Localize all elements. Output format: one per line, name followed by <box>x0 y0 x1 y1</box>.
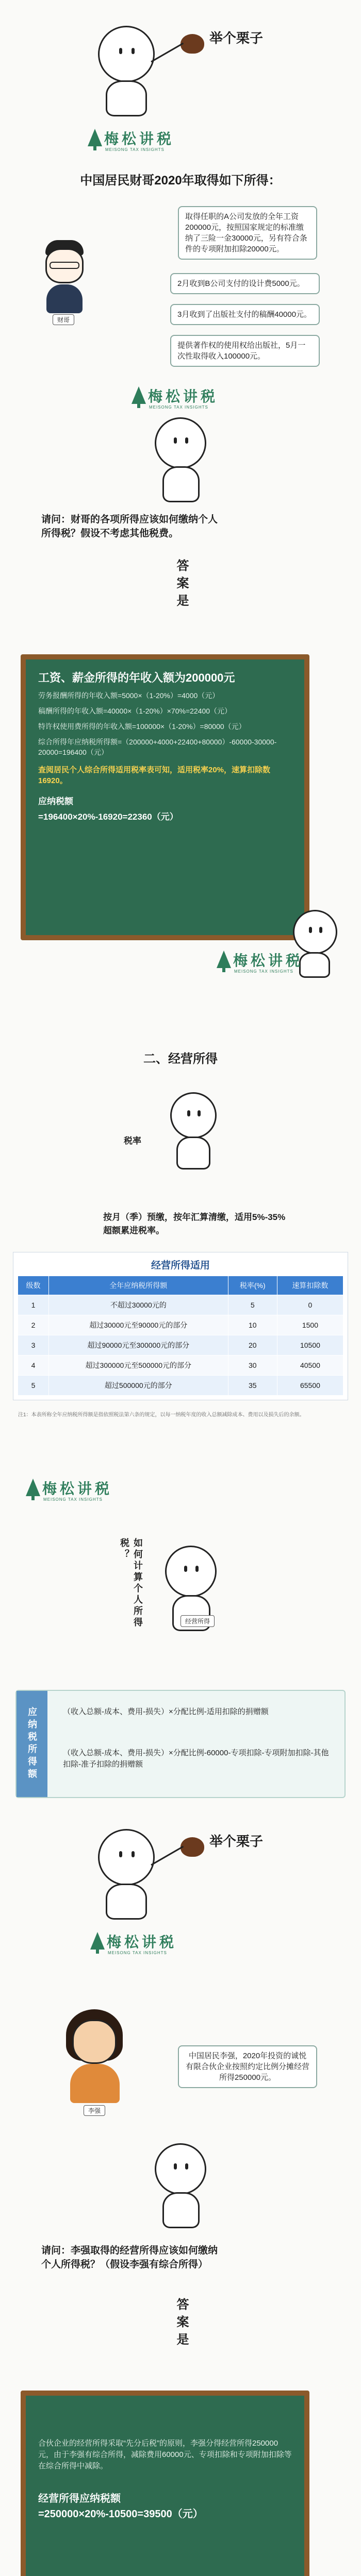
rate-table-note: 注1：本表所称全年应纳税所得额是指依照税法第六条的规定，以每一纳税年度的收入总额减除成本、费用以及损失后的余额。 <box>18 1412 305 1418</box>
cell: 超过30000元至90000元的部分 <box>48 1315 228 1335</box>
business-income-tag: 经营所得 <box>180 1615 215 1627</box>
col-header: 级数 <box>18 1276 49 1295</box>
thinking-figure-2 <box>144 2138 227 2236</box>
intro-figure <box>77 15 284 124</box>
answer-label-2: 答案是 <box>174 2298 188 2350</box>
liqiang-avatar <box>57 2004 134 2117</box>
tree-icon <box>88 129 102 146</box>
brand-logo <box>88 129 175 152</box>
board2-tax-label: 经营所得应纳税额 <box>38 2493 121 2504</box>
raised-arm <box>151 43 185 66</box>
cell: 2 <box>18 1315 49 1335</box>
cell: 4 <box>18 1355 49 1376</box>
formula-2: （收入总额-成本、费用-损失）×分配比例-60000-专项扣除-专项附加扣除-其他扣除-准予扣除的捐赠额 <box>63 1749 329 1769</box>
question-2: 请问：李强取得的经营所得应该如何缴纳个人所得税？（假设李强有综合所得） <box>41 2245 218 2270</box>
section2-title: 二、经营所得 <box>143 1052 218 1066</box>
cell: 0 <box>277 1295 343 1315</box>
table-row <box>18 1335 343 1355</box>
cell: 不超过30000元的 <box>48 1295 228 1315</box>
brand-logo: 梅松讲税 MEISONG TAX INSIGHTS <box>132 386 218 404</box>
board1-line-3: 特许权使用费所得的年收入额=100000×（1-20%）=80000（元） <box>38 722 246 731</box>
board1-tax-formula: =196400×20%-16920=22360（元） <box>38 812 178 822</box>
how-to-calc-question: 如何计算个人所得税？ <box>119 1538 143 1629</box>
cell: 10 <box>228 1315 277 1335</box>
question-1: 请问：财哥的各项所得应该如何缴纳个人所得税？假设不考虑其他税费。 <box>41 514 218 539</box>
cell: 65500 <box>277 1376 343 1396</box>
formula-1: （收入总额-成本、费用-损失）×分配比例-适用扣除的捐赠额 <box>63 1707 269 1716</box>
cell: 超过500000元的部分 <box>48 1376 228 1396</box>
board1-line-1: 劳务报酬所得的年收入额=5000×（1-20%）=4000（元） <box>38 691 220 700</box>
chalkboard-1 <box>21 654 309 940</box>
board2-tax-formula: =250000×20%-10500=39500（元） <box>38 2509 203 2520</box>
cell: 5 <box>18 1376 49 1396</box>
formula-side-label: 应纳税所得额 <box>17 1691 47 1797</box>
glasses-icon <box>50 262 79 269</box>
board1-line-4: 综合所得年应纳税所得额=（200000+4000+22400+80000）-60000-30000-20000=196400（元） <box>38 738 277 756</box>
col-header: 速算扣除数 <box>277 1276 343 1295</box>
board1-line-5: 查阅居民个人综合所得适用税率表可知，适用税率20%，速算扣除数16920。 <box>38 766 271 785</box>
income-item-2: 2月收到B公司支付的设计费5000元。 <box>170 273 320 294</box>
brand-logo: 梅松讲税 MEISONG TAX INSIGHTS <box>217 951 303 968</box>
chestnut-icon <box>180 34 204 54</box>
income-item-3: 3月收到了出版社支付的稿酬40000元。 <box>170 304 320 325</box>
income-item-1: 取得任职的A公司发放的全年工资200000元，按照国家规定的标准缴纳了三险一金30000元，另有符合条件的专项附加扣除20000元。 <box>178 206 317 260</box>
brand-name: 梅松讲税 <box>104 130 175 147</box>
formula-panel <box>15 1690 346 1798</box>
person-tag: 财哥 <box>53 314 74 325</box>
brand-logo: 梅松讲税 MEISONG TAX INSIGHTS <box>26 1479 112 1496</box>
table-row <box>18 1355 343 1376</box>
cell: 3 <box>18 1335 49 1355</box>
cell: 超过90000元至300000元的部分 <box>48 1335 228 1355</box>
table-row <box>18 1376 343 1396</box>
how-to-calc-figure <box>139 1535 253 1649</box>
cell: 1 <box>18 1295 49 1315</box>
chestnut-icon <box>180 1837 204 1857</box>
example-figure <box>77 1819 284 1927</box>
rate-table-caption: 经营所得适用 <box>151 1260 210 1271</box>
raise-hand-text: 举个栗子 <box>209 1834 264 1849</box>
brand-logo: 梅松讲税 MEISONG TAX INSIGHTS <box>90 1932 177 1950</box>
rate-figure <box>155 1087 237 1185</box>
chalkboard-2 <box>21 2391 309 2576</box>
section1-title: 中国居民财哥2020年取得如下所得： <box>80 174 281 188</box>
cell: 35 <box>228 1376 277 1396</box>
cell: 30 <box>228 1355 277 1376</box>
liqiang-desc: 中国居民李强，2020年投资的诚悦有限合伙企业按照约定比例分摊经营所得250000元。 <box>178 2045 317 2088</box>
cell: 10500 <box>277 1335 343 1355</box>
col-header: 全年应纳税所得额 <box>48 1276 228 1295</box>
table-row <box>18 1315 343 1335</box>
rate-table-card <box>13 1252 348 1400</box>
stick-figure-head <box>98 26 155 82</box>
person-tag: 李强 <box>84 2105 105 2116</box>
rate-speech: 税率 <box>124 1136 141 1146</box>
board2-line-1: 合伙企业的经营所得采取“先分后税”的原则，李强分得经营所得250000元，由于李强有综合所得，减除费用60000元、专项扣除和专项附加扣除等在综合所得中减除。 <box>38 2439 292 2470</box>
raise-hand-text: 举个栗子 <box>209 30 264 46</box>
col-header: 税率(%) <box>228 1276 277 1295</box>
answer-label-1: 答案是 <box>174 559 188 612</box>
income-item-4: 提供著作权的使用权给出版社，5月一次性取得收入100000元。 <box>170 335 320 367</box>
brand-subtitle: MEISONG TAX INSIGHTS <box>105 147 165 152</box>
thinking-figure <box>144 412 227 510</box>
rate-table <box>18 1276 343 1396</box>
cell: 40500 <box>277 1355 343 1376</box>
board1-line-2: 稿酬所得的年收入额=40000×（1-20%）×70%=22400（元） <box>38 707 232 715</box>
table-row <box>18 1295 343 1315</box>
cell: 5 <box>228 1295 277 1315</box>
cell: 1500 <box>277 1315 343 1335</box>
cell: 超过300000元至500000元的部分 <box>48 1355 228 1376</box>
stick-figure-body <box>106 80 147 116</box>
rate-intro: 按月（季）预缴，按年汇算清缴，适用5%-35%超额累进税率。 <box>103 1212 286 1235</box>
caige-avatar <box>36 237 93 324</box>
board1-heading: 工资、薪金所得的年收入额为200000元 <box>38 671 235 684</box>
cell: 20 <box>228 1335 277 1355</box>
board1-tax-label: 应纳税额 <box>38 796 73 806</box>
